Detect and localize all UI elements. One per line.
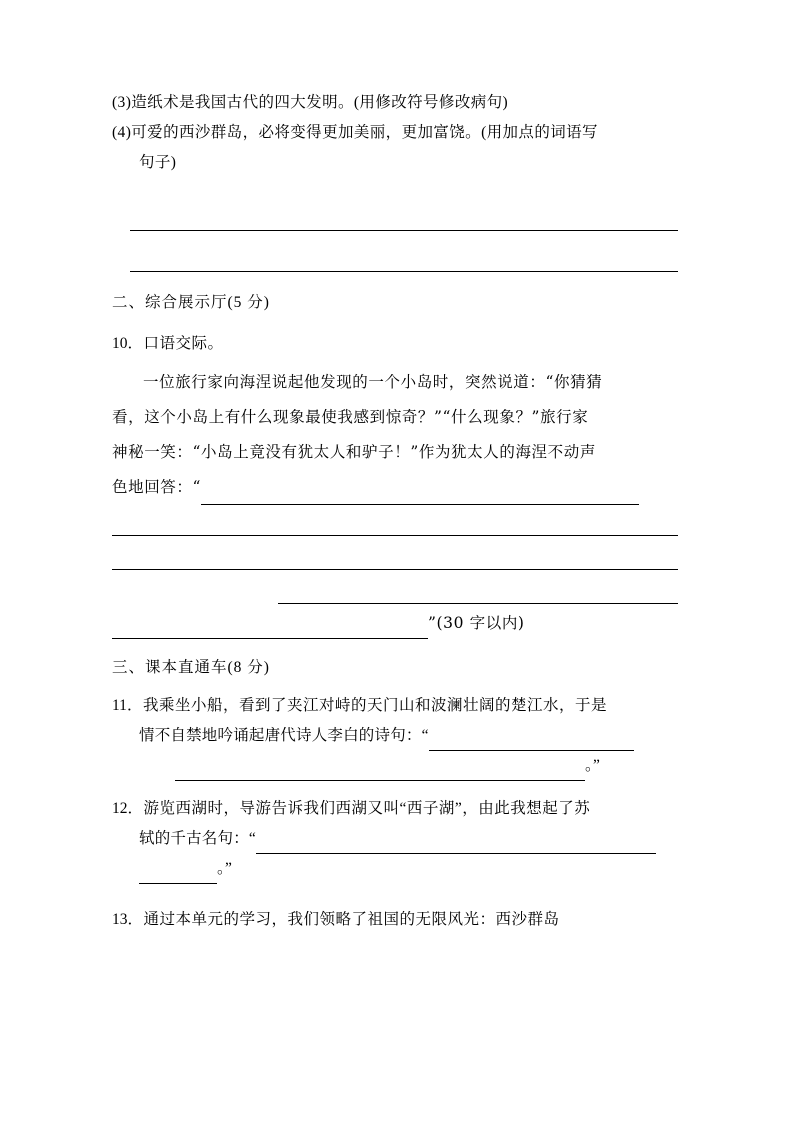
- question-12-line-3: [112, 854, 681, 884]
- blank-rule[interactable]: [256, 852, 656, 854]
- question-12-line-2: [112, 824, 681, 854]
- blank-rule[interactable]: [130, 270, 678, 272]
- blank-rule[interactable]: [130, 229, 678, 231]
- question-10-number: 10: [112, 335, 128, 352]
- blank-rule[interactable]: [175, 779, 585, 781]
- blank-rule[interactable]: [112, 568, 678, 570]
- question-11-line-2: [112, 721, 681, 751]
- question-10-last-line: [112, 607, 681, 639]
- answer-blank-row[interactable]: [112, 505, 681, 539]
- section-heading-2: 二、综合展示厅(5 分): [112, 294, 270, 311]
- question-10-title: [112, 329, 681, 359]
- question-13-number: 13: [112, 911, 128, 928]
- question-4-line-2: 句子): [139, 154, 177, 171]
- question-12-answer-lead: 轼的千古名句：“: [139, 830, 256, 847]
- answer-blank-row-with-tail[interactable]: [112, 573, 678, 607]
- answer-blank-row[interactable]: [112, 241, 681, 272]
- question-10-label: ．口语交际。: [127, 335, 224, 352]
- question-11-text: ．我乘坐小船，看到了夹江对峙的天门山和波澜壮阔的楚江水，于是: [126, 697, 607, 714]
- question-11-line-3: [112, 751, 681, 781]
- question-11-answer-lead: 情不自禁地吟诵起唐代诗人李白的诗句：“: [139, 727, 429, 744]
- question-11-line-1: [112, 691, 681, 721]
- section-heading-3: 三、课本直通车(8 分): [112, 659, 270, 676]
- question-4-line-1: (4)可爱的西沙群岛，必将变得更加美丽，更加富饶。(用加点的词语写: [112, 124, 598, 141]
- question-10-story-line-2: 看，这个小岛上有什么现象最使我感到惊奇？”“什么现象？”旅行家: [112, 408, 589, 426]
- question-3: (3)造纸术是我国古代的四大发明。(用修改符号修改病句): [112, 94, 509, 111]
- question-12-number: 12: [112, 800, 128, 817]
- question-12-text: ．游览西湖时，导游告诉我们西湖又叫“西子湖”，由此我想起了苏: [127, 800, 591, 817]
- question-13-line-1: [112, 905, 681, 935]
- question-10-tail: ”(30 字以内): [428, 614, 525, 632]
- blank-rule[interactable]: [112, 637, 428, 639]
- question-10-story-line-3: 神秘一笑：“小岛上竟没有犹太人和驴子！”作为犹太人的海涅不动声: [112, 443, 596, 461]
- question-12-line-1: [112, 794, 681, 824]
- answer-blank-row[interactable]: [112, 200, 681, 231]
- answer-blank-row[interactable]: [112, 539, 681, 573]
- question-10-story-line-4: [112, 470, 681, 505]
- question-10-answer-lead: 色地回答：“: [112, 478, 202, 496]
- question-13-text: ．通过本单元的学习，我们领略了祖国的无限风光：西沙群岛: [127, 911, 560, 928]
- question-10-story-line-1: 一位旅行家向海涅说起他发现的一个小岛时，突然说道：“你猜猜: [143, 373, 603, 391]
- question-12-tail: 。”: [217, 860, 233, 877]
- question-11-number: 11: [112, 697, 127, 714]
- blank-rule[interactable]: [112, 534, 678, 536]
- blank-rule[interactable]: [278, 602, 678, 604]
- question-11-tail: 。”: [585, 757, 601, 774]
- blank-rule[interactable]: [139, 882, 217, 884]
